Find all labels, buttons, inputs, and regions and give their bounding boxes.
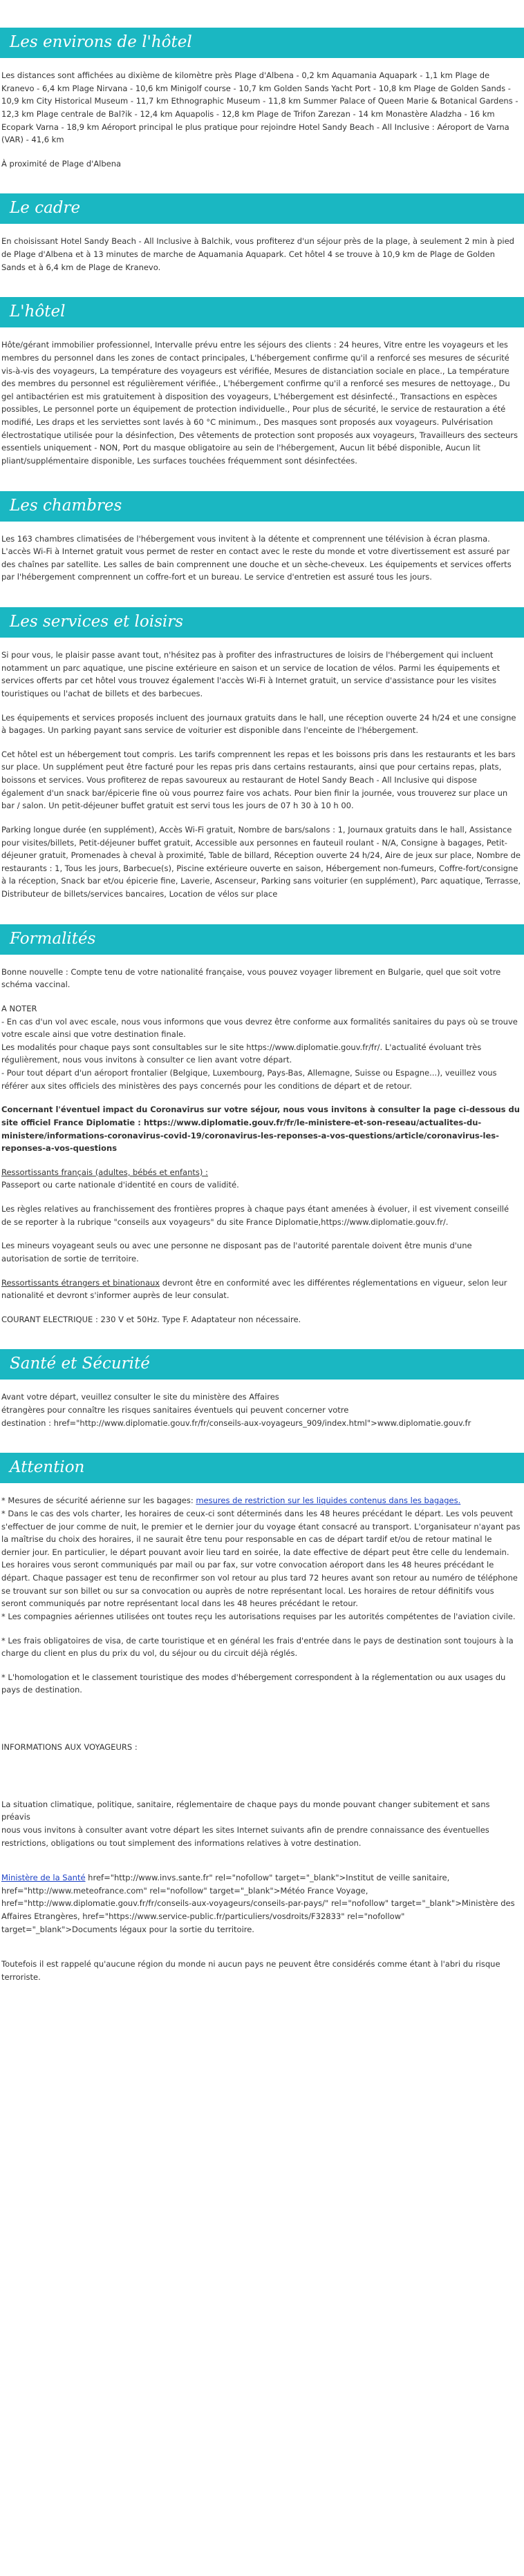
formalites-minors: Les mineurs voyageant seuls ou avec une personne ne disposant pas de l'autorité parentale doivent être munis d'une autorisation de sortie de territoire. xyxy=(1,1241,472,1263)
services-list: Parking longue durée (en supplément), Accès Wi-Fi gratuit, Nombre de bars/salons : 1, Journaux gratuits dans le hall, Assistance pour visites/billets, Petit-déjeuner buffet gratuit, Accessible aux personnes en fauteuil roulant - N/A, Consigne à bagages, Petit-déjeuner gratuit, Promenades à cheval à proximité, Table de billard, Réception ouverte 24 h/24, Aire de jeux sur place, Nombre de restaurants : 1, Tous les jours, Barbecue(s), Piscine extérieure ouverte en saison, Hébergement non-fumeurs, Coffre-fort/consigne à la réception, Snack bar et/ou épicerie fine, Laverie, Ascenseur, Parking sans voiturier (en supplément), Parc aquatique, Terrasse, Distributeur de billets/services bancaires, Location de vélos sur place xyxy=(1,824,521,899)
attention-situation-1: La situation climatique, politique, sanitaire, réglementaire de chaque pays du monde pouvant changer subitement et sans préavis xyxy=(1,1799,490,1822)
cadre-text: En choisissant Hotel Sandy Beach - All Inclusive à Balchik, vous profiterez d'un séjour près de la plage, à seulement 2 min à pied de Plage d'Albena et à 13 minutes de marche de Aquamania Aquapark. Cet hôtel 4 se trouve à 10,9 km de Plage de Golden Sands et à 6,4 km de Plage de Kranevo. xyxy=(1,236,514,272)
environs-proximity: À proximité de Plage d'Albena xyxy=(1,158,122,169)
attention-charter: * Dans le cas des vols charter, les horaires de ceux-ci sont déterminés dans les 48 heures précédant le départ. Les vols peuvent s'effectuer de jour comme de nuit, le premier et le dernier jour du voyage étant consacré au transport. L'organisateur n'ayant pas la maîtrise du choix des horaires, il ne saurait être tenu pour responsable en cas de départ tardif et/ou de retour matinal le dernier jour. En particulier, le départ pouvant avoir lieu tard en soirée, la date effective de départ peut être celle du lendemain. Les horaires vous seront communiqués par mail ou par fax, sur votre convocation aéroport dans les 48 heures précédant le départ. Chaque passager est tenu de reconfirmer son vol retour au plus tard 72 heures avant son retour au numéro de téléphone se trouvant sur son billet ou sur sa convocation ou auprès de notre représentant local. Les horaires de retour définitifs vous seront communiqués par notre représentant local dans les 48 heures précédant le retour. xyxy=(1,1508,521,1609)
section-chambres xyxy=(0,491,524,584)
services-dining: Cet hôtel est un hébergement tout compris. Les tarifs comprennent les repas et les boissons pris dans les restaurants et les bars sur place. Un supplément peut être facturé pour les repas pris dans certains restaurants, ainsi que pour certains repas, plats, boissons et services. Vous profiterez de repas savoureux au restaurant de Hotel Sandy Beach - All Inclusive qui dispose également d'un snack bar/épicerie fine où vous pourrez faire vos achats. Pour bien finir la journée, vous trouverez sur place un bar / salon. Un petit-déjeuner buffet gratuit est servi tous les jours de 07 h 30 à 10 h 00. xyxy=(1,749,516,811)
formalites-foreign-title: Ressortissants étrangers et binationaux xyxy=(1,1277,160,1288)
formalites-french-text: Passeport ou carte nationale d'identité en cours de validité. xyxy=(1,1180,239,1190)
attention-terrorism: Toutefois il est rappelé qu'aucune région du monde ni aucun pays ne peuvent être considérés comme étant à l'abri du risque terroriste. xyxy=(1,1959,500,1982)
section-title-formalites: Formalités xyxy=(0,924,524,955)
attention-info-title: INFORMATIONS AUX VOYAGEURS : xyxy=(1,1742,138,1752)
section-title-cadre: Le cadre xyxy=(0,193,524,224)
sante-line-2: étrangères pour connaître les risques sanitaires éventuels qui peuvent concerner votre xyxy=(1,1405,349,1415)
section-title-hotel: L'hôtel xyxy=(0,297,524,327)
section-title-attention: Attention xyxy=(0,1453,524,1483)
section-hotel xyxy=(0,297,524,467)
attention-links-text: href="http://www.invs.sante.fr" rel="nofollow" target="_blank">Institut de veille sanitaire, href="http://www.meteofrance.com" rel="nofollow" target="_blank">Météo France Voyage, href="http://www.diplomatie.gouv.fr/fr/conseils-aux-voyageurs/conseils-par-pays/" rel="nofollow" target="_blank">Ministère des Affaires Etrangères, href="https://www.service-public.fr/particuliers/vosdroits/F32833" rel="nofollow" target="_blank">Documents légaux pour la sortie du territoire. xyxy=(1,1873,515,1934)
services-leisure: Si pour vous, le plaisir passe avant tout, n'hésitez pas à profiter des infrastructures de loisirs de l'hébergement qui incluent notamment un parc aquatique, une piscine extérieure en saison et un service de location de vélos. Parmi les équipements et services offerts par cet hôtel vous trouvez également l'accès Wi-Fi à Internet gratuit, un service d'assistance pour les visites touristiques ou l'achat de billets et des barbecues. xyxy=(1,650,500,698)
attention-visa: * Les frais obligatoires de visa, de carte touristique et en général les frais d'entrée dans le pays de destination sont toujours à la charge du client en plus du prix du vol, du séjour ou du circuit déjà réglés. xyxy=(1,1635,514,1659)
formalites-intro: Bonne nouvelle : Compte tenu de votre nationalité française, vous pouvez voyager librement en Bulgarie, quel que soit votre schéma vaccinal. xyxy=(1,966,501,990)
formalites-note-2: Les modalités pour chaque pays sont consultables sur le site https://www.diplomatie.gouv.fr/fr/. L'actualité évoluant très régulièrement, nous vous invitons à consulter ce lien avant votre départ. xyxy=(1,1042,482,1065)
section-title-environs: Les environs de l'hôtel xyxy=(0,28,524,58)
formalites-rules: Les règles relatives au franchissement des frontières propres à chaque pays étant amenées à évoluer, il est vivement conseillé de se reporter à la rubrique "conseils aux voyageurs" du site France Diplomatie,https://www.diplomatie.gouv.fr/. xyxy=(1,1204,509,1227)
attention-luggage xyxy=(1,1494,521,1507)
ministere-sante-link[interactable]: Ministère de la Santé xyxy=(1,1873,86,1883)
formalites-current: COURANT ELECTRIQUE : 230 V et 50Hz. Type F. Adaptateur non nécessaire. xyxy=(1,1314,301,1324)
section-environs xyxy=(0,28,524,170)
section-attention xyxy=(0,1453,524,1983)
formalites-french-title: Ressortissants français (adultes, bébés et enfants) : xyxy=(1,1167,208,1177)
formalites-foreign xyxy=(1,1277,521,1302)
section-sante xyxy=(0,1349,524,1429)
section-services xyxy=(0,607,524,901)
attention-luggage-prefix: * Mesures de sécurité aérienne sur les bagages: xyxy=(1,1496,196,1506)
services-equipment: Les équipements et services proposés incluent des journaux gratuits dans le hall, une réception ouverte 24 h/24 et une consigne à bagages. Un parking payant sans service de voiturier est disponible dans l'enceinte de l'hébergement. xyxy=(1,712,516,736)
section-title-chambres: Les chambres xyxy=(0,491,524,522)
formalites-coronavirus: Concernant l'éventuel impact du Coronavirus sur votre séjour, nous vous invitons à consulter la page ci-dessous du site officiel France Diplomatie : https://www.diplomatie.gouv.fr/fr/le-ministere-et-son-reseau/actualites-du-ministere/informations-coronavirus-covid-19/coronavirus-les-reponses-a-vos-questions/article/coronavirus-les-reponses-a-vos-questions xyxy=(1,1105,520,1154)
chambres-text: Les 163 chambres climatisées de l'hébergement vous invitent à la détente et comprennent une télévision à écran plasma. L'accès Wi-Fi à Internet gratuit vous permet de rester en contact avec le reste du monde et votre divertissement est assuré par des chaînes par satellite. Les salles de bain comprennent une douche et un sèche-cheveux. Les équipements et services offerts par l'hébergement comprennent un coffre-fort et un bureau. Le service d'entretien est assuré tous les jours. xyxy=(1,533,512,582)
section-formalites xyxy=(0,924,524,1326)
section-title-sante: Santé et Sécurité xyxy=(0,1349,524,1380)
attention-links xyxy=(1,1871,521,1936)
formalites-foreign-text: devront être en conformité avec les différentes réglementations en vigueur, selon leur nationalité et devront s'informer auprès de leur consulat. xyxy=(1,1277,507,1301)
attention-situation-2: nous vous invitons à consulter avant votre départ les sites Internet suivants afin de prendre connaissance des éventuelles restrictions, obligations ou tout simplement des informations relatives à votre destination. xyxy=(1,1824,489,1848)
section-title-services: Les services et loisirs xyxy=(0,607,524,638)
environs-distances: Les distances sont affichées au dixième de kilomètre près Plage d'Albena - 0,2 km Aquamania Aquapark - 1,1 km Plage de Kranevo - 6,4 km Plage Nirvana - 10,6 km Minigolf course - 10,7 km Golden Sands Yacht Port - 10,8 km Plage de Golden Sands - 10,9 km City Historical Museum - 11,7 km Ethnographic Museum - 11,8 km Summer Palace of Queen Marie & Botanical Gardens - 12,3 km Plage centrale de Bal?ik - 12,4 km Aquapolis - 12,8 km Plage de Trifon Zarezan - 14 km Monastère Aladzha - 16 km Ecopark Varna - 18,9 km Aéroport principal le plus pratique pour rejoindre Hotel Sandy Beach - All Inclusive : Aéroport de Varna (VAR) - 41,6 km xyxy=(1,70,518,145)
formalites-note-title: A NOTER xyxy=(1,1003,37,1013)
formalites-note-1: - En cas d'un vol avec escale, nous vous informons que vous devrez être conforme aux formalités sanitaires du pays où se trouve votre escale ainsi que votre destination finale. xyxy=(1,1016,518,1040)
formalites-note-3: - Pour tout départ d'un aéroport frontalier (Belgique, Luxembourg, Pays-Bas, Allemagne, Suisse ou Espagne...), veuillez vous référer aux sites officiels des ministères des pays concernés pour les conditions de départ et de retour. xyxy=(1,1068,497,1091)
hotel-text: Hôte/gérant immobilier professionnel, Intervalle prévu entre les séjours des clients : 24 heures, Vitre entre les voyageurs et les membres du personnel dans les zones de contact principales, L'hébergement confirme qu'il a renforcé ses mesures de sécurité vis-à-vis des voyageurs, La température des voyageurs est vérifiée, Mesures de distanciation sociale en place., La température des membres du personnel est régulièrement vérifiée., L'hébergement confirme qu'il a renforcé ses mesures de nettoyage., Du gel antibactérien est mis gratuitement à disposition des voyageurs, L'hébergement est désinfecté., Transactions en espèces possibles, Le personnel porte un équipement de protection individuelle., Pour plus de sécurité, le service de restauration a été modifié, Les draps et les serviettes sont lavés à 60 °C minimum., Des masques sont proposés aux voyageurs. Pulvérisation électrostatique utilisée pour la désinfection, Des vêtements de protection sont proposés aux voyageurs, Travailleurs des secteurs essentiels uniquement - NON, Port du masque obligatoire au sein de l'hébergement, Aucun lit bébé disponible, Aucun lit pliant/supplémentaire disponible, Les surfaces touchées fréquemment sont désinfectées. xyxy=(1,340,518,466)
sante-line-1: Avant votre départ, veuillez consulter le site du ministère des Affaires xyxy=(1,1392,279,1402)
attention-airlines: * Les compagnies aériennes utilisées ont toutes reçu les autorisations requises par les autorités compétentes de l'aviation civile. xyxy=(1,1611,516,1621)
attention-homologation: * L'homologation et le classement touristique des modes d'hébergement correspondent à la réglementation ou aux usages du pays de destination. xyxy=(1,1672,506,1695)
sante-line-3: destination : href="http://www.diplomatie.gouv.fr/fr/conseils-aux-voyageurs_909/index.html">www.diplomatie.gouv.fr xyxy=(1,1418,471,1428)
section-cadre xyxy=(0,193,524,274)
liquids-restriction-link[interactable]: mesures de restriction sur les liquides contenus dans les bagages. xyxy=(196,1496,461,1506)
